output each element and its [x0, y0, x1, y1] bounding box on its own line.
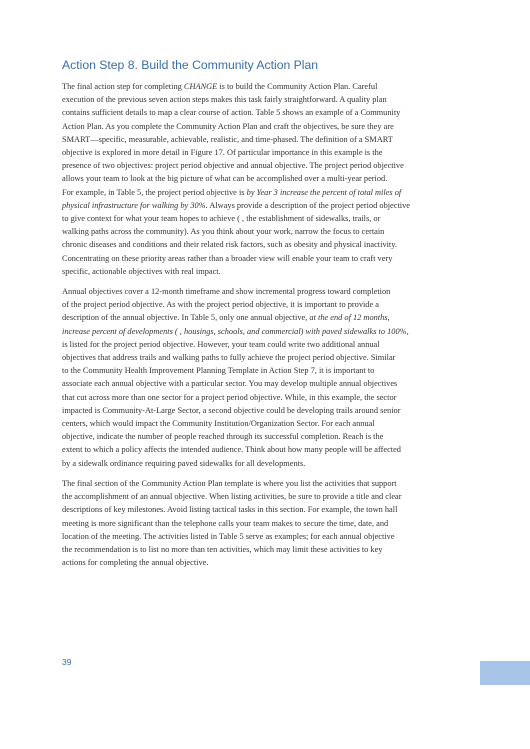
- text-run: objective, indicate the number of people reached through its successful completion. Reach is the: [62, 432, 384, 442]
- text-line: [62, 364, 475, 377]
- text-line: [62, 212, 475, 225]
- text-line: [62, 430, 475, 443]
- italic-text: by Year 3 increase the percent of total miles of: [246, 187, 402, 197]
- text-run: by a sidewalk ordinance requiring paved sidewalks for all developments.: [62, 458, 306, 468]
- italic-text: at the end of 12 months,: [309, 313, 390, 323]
- text-run: of the project period objective. As with the project period objective, it is important to provide a: [62, 300, 379, 310]
- text-line: [62, 285, 475, 298]
- text-run: the accomplishment of an annual objective. When listing activities, be sure to provide a title and clear: [62, 492, 402, 502]
- text-run: Annual objectives cover a 12-month timeframe and show incremental progress toward completion: [62, 287, 391, 296]
- text-line: [62, 252, 475, 265]
- text-line: [62, 443, 475, 456]
- text-run: that cut across more than one sector for a project period objective. While, in this example, the sector: [62, 392, 397, 402]
- text-line: [62, 543, 475, 556]
- text-run: is listed for the project period objective. However, your team could write two additional annual: [62, 339, 380, 349]
- text-line: [62, 225, 475, 238]
- text-line: [62, 530, 475, 543]
- page-number: 39: [62, 657, 72, 667]
- italic-text: increase percent of developments ( , housings, schools, and commercial) with paved sidewalks to 100%,: [62, 326, 409, 336]
- italic-text: CHANGE: [183, 82, 218, 91]
- text-run: presence of two objectives: project period objective and annual objective. The project period objective: [62, 161, 404, 171]
- text-line: [62, 199, 475, 212]
- text-run: contains sufficient details to map a clear course of action. Table 5 shows an example of a Community: [62, 108, 401, 118]
- text-run: The final section of the Community Action Plan template is where you list the activities that support: [62, 479, 397, 488]
- text-line: [62, 457, 475, 470]
- text-run: description of the annual objective. In Table 5, only one annual objective,: [62, 313, 310, 323]
- text-run: meeting is more significant than the telephone calls your team makes to secure the time, date, and: [62, 518, 389, 528]
- text-run: SMART—specific, measurable, achievable, realistic, and time-phased. The definition of a SMART: [62, 134, 393, 144]
- text-run: to the Community Health Improvement Planning Template in Action Step 7, it is important to: [62, 366, 375, 376]
- text-line: [62, 146, 475, 159]
- text-line: [62, 311, 475, 324]
- text-run: Always provide a description of the project period objective: [207, 200, 410, 210]
- section-heading: Action Step 8. Build the Community Action Plan: [62, 58, 319, 72]
- text-line: [62, 477, 475, 490]
- text-line: [62, 298, 475, 311]
- text-run: chronic diseases and conditions and their related risk factors, such as obesity and physical inactivity.: [62, 240, 397, 250]
- text-line: [62, 325, 475, 338]
- paragraph-1: [62, 80, 475, 278]
- text-run: to give context for what your team hopes to achieve ( , the establishment of sidewalks, trails, or: [62, 214, 381, 224]
- paragraph-3: [62, 477, 475, 569]
- text-line: [62, 351, 475, 364]
- text-run: Action Plan. As you complete the Community Action Plan and craft the objectives, be sure they are: [62, 121, 394, 131]
- text-line: [62, 377, 475, 390]
- text-run: location of the meeting. The activities listed in Table 5 serve as examples; for each annual objective: [62, 531, 395, 541]
- text-line: [62, 404, 475, 417]
- text-line: [62, 106, 475, 119]
- text-run: centers, which would impact the Community Institution/Organization Sector. For each annual: [62, 419, 375, 429]
- text-run: objective is explored in more detail in Figure 17. Of particular importance in this example is the: [62, 148, 383, 158]
- text-line: [62, 159, 475, 172]
- text-line: [62, 172, 475, 185]
- text-run: impacted is Community-At-Large Sector, a second objective could be developing trails around senior: [62, 405, 401, 415]
- text-line: [62, 556, 475, 569]
- text-line: [62, 338, 475, 351]
- text-line: [62, 80, 475, 93]
- text-run: For example, in Table 5, the project period objective is: [62, 187, 247, 197]
- text-run: descriptions of key milestones. Avoid listing tactical tasks in this section. For example, the town hall: [62, 505, 398, 515]
- text-run: associate each annual objective with a particular sector. You may develop multiple annual objectives: [62, 379, 398, 389]
- text-run: allows your team to look at the big picture of what can be accomplished over a multi-year period.: [62, 174, 388, 184]
- text-run: walking paths across the community). As you think about your work, narrow the focus to certain: [62, 227, 385, 237]
- text-run: objectives that address trails and walking paths to fully achieve the project period objective. Similar: [62, 353, 396, 363]
- text-run: actions for completing the annual objective.: [62, 558, 209, 568]
- text-run: Concentrating on these priority areas rather than a broader view will enable your team to craft very: [62, 253, 393, 263]
- text-line: [62, 517, 475, 530]
- text-run: extent to which a policy affects the intended audience. Think about how many people will be affected: [62, 445, 401, 455]
- text-line: [62, 503, 475, 516]
- text-line: [62, 490, 475, 503]
- text-run: execution of the previous seven action steps makes this task fairly straightforward. A quality plan: [62, 95, 387, 105]
- text-run: is to build the Community Action Plan. Careful: [217, 82, 378, 91]
- text-line: [62, 186, 475, 199]
- italic-text: physical infrastructure for walking by 30%.: [62, 200, 208, 210]
- text-line: [62, 93, 475, 106]
- text-run: specific, actionable objectives with real impact.: [62, 266, 221, 276]
- page-tab-marker: [480, 661, 530, 685]
- text-run: the recommendation is to list no more than ten activities, which may limit these activities to key: [62, 545, 383, 555]
- text-line: [62, 391, 475, 404]
- text-line: [62, 265, 475, 278]
- text-line: [62, 133, 475, 146]
- text-line: [62, 238, 475, 251]
- text-line: [62, 417, 475, 430]
- text-line: [62, 120, 475, 133]
- text-run: The final action step for completing: [62, 82, 184, 91]
- paragraph-2: [62, 285, 475, 470]
